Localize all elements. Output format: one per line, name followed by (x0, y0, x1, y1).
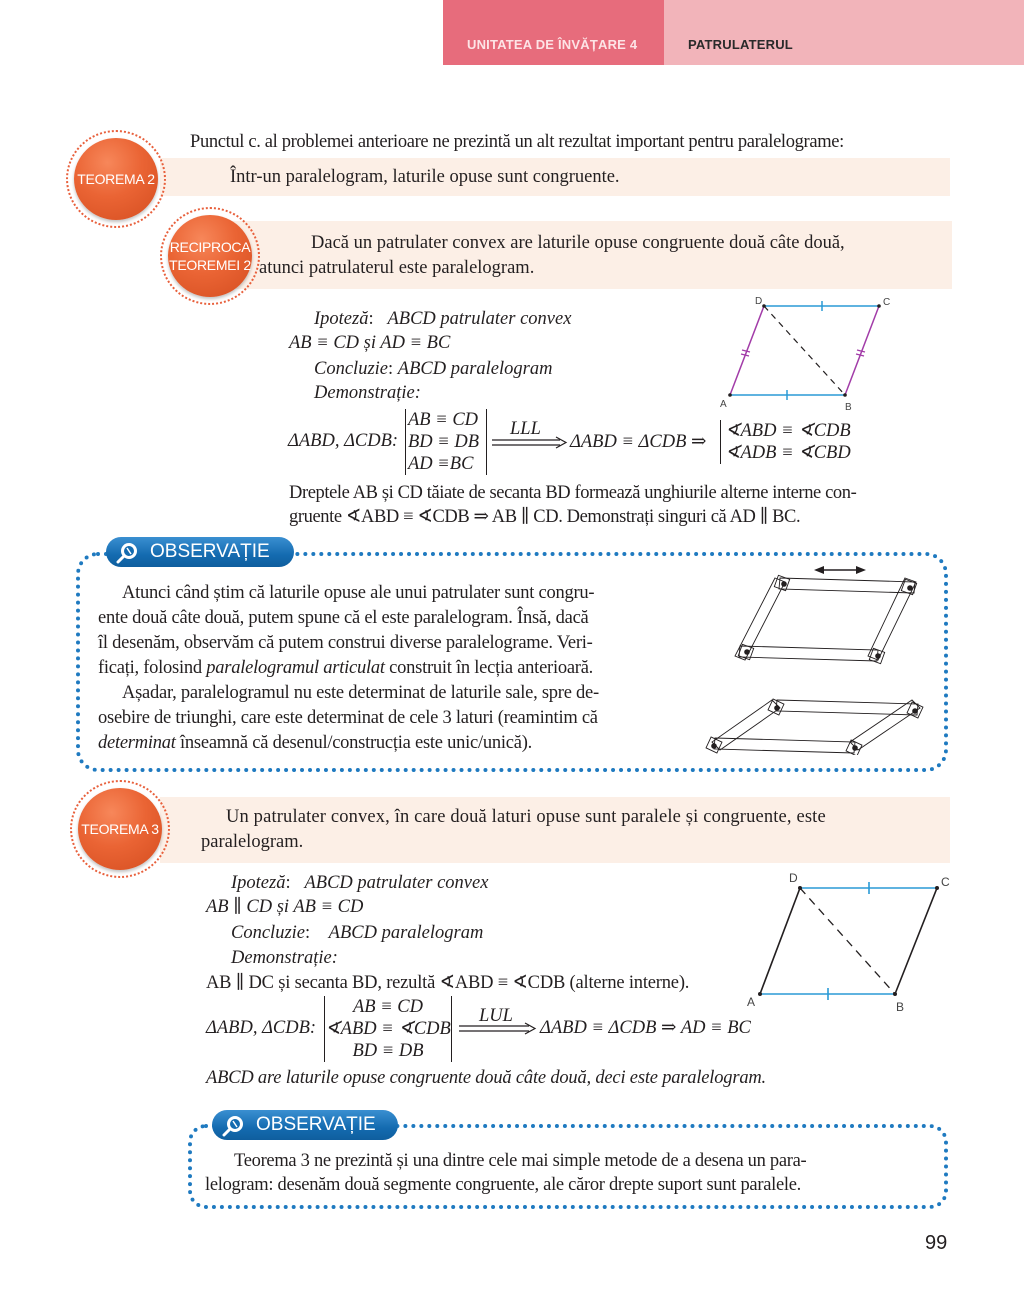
theorem3-hypothesis: Ipoteză: ABCD patrulater convex (231, 873, 489, 893)
conclusion-label: Concluzie (314, 359, 388, 379)
header-unit: UNITATEA DE ÎNVĂȚARE 4 (467, 37, 638, 52)
theorem3-demo-label: Demonstrație: (231, 948, 338, 968)
vertex-b: B (896, 1000, 905, 1014)
vertex-a: A (720, 399, 727, 410)
observation1-line: Atunci când știm că laturile opuse ale unui patrulater sunt congru- (122, 583, 595, 603)
page-number: 99 (925, 1232, 948, 1254)
converse2-result: ΔABD ≡ ΔCDB ⇒ (570, 432, 707, 452)
theorem3-step1: AB ∥ DC și secanta BD, rezultă ∢ABD ≡ ∢CDB (alterne interne). (206, 973, 690, 993)
magnifier-icon (116, 540, 140, 564)
theorem3-parallelogram-figure (740, 868, 960, 1018)
theorem2-badge-label: TEOREMA 2 (77, 171, 155, 187)
theorem3-system (324, 996, 452, 1062)
vertex-b: B (845, 402, 852, 413)
converse2-system (405, 409, 487, 475)
observation1-line: ente două câte două, putem spune că el este paralelogram. Însă, dacă (98, 608, 589, 628)
theorem3-badge (70, 780, 170, 878)
intro-text: Punctul c. al problemei anterioare ne prezintă un alt rezultat important pentru paralelograme: (190, 132, 844, 152)
vertex-c: C (883, 297, 891, 308)
observation1-line: Așadar, paralelogramul nu este determinat de laturile sale, spre de- (122, 683, 599, 703)
theorem3-badge-label: TEOREMA 3 (81, 821, 159, 837)
converse2-triangles: ΔABD, ΔCDB: (288, 431, 399, 451)
theorem3-closing-text: ABCD are laturile opuse congruente două câte două, deci este paralelogram. (206, 1068, 766, 1088)
observation1-line: ficați, folosind paralelogramul articulat construit în lecția anterioară. (98, 658, 594, 678)
consequence-line: ∢ADB ≡ ∢CBD (725, 443, 851, 463)
hypothesis-label: Ipoteză (231, 873, 286, 893)
system-line: AD ≡BC (408, 454, 474, 474)
theorem3-statement-line2: paralelogram. (201, 832, 304, 852)
implies-arrow-icon (459, 1022, 537, 1036)
observation2-title (212, 1110, 398, 1140)
system-line: AB ≡ CD (408, 410, 479, 430)
theorem3-triangles: ΔABD, ΔCDB: (206, 1018, 317, 1038)
segment-ad (730, 306, 764, 395)
hypothesis-text: ABCD patrulater convex (304, 873, 489, 893)
converse2-badge (160, 207, 260, 305)
converse2-hypothesis-condition: AB ≡ CD și AD ≡ BC (289, 333, 451, 353)
converse2-closing-line2: gruente ∢ABD ≡ ∢CDB ⇒ AB ∥ CD. Demonstrați singuri că AD ∥ BC. (289, 507, 801, 527)
segment-bc (845, 306, 879, 395)
converse2-demo-label: Demonstrație: (314, 383, 421, 403)
observation1-text (98, 581, 692, 756)
segment-ad (760, 888, 800, 994)
converse2-statement-line1: Dacă un patrulater convex are laturile opuse congruente două câte două, (311, 233, 845, 253)
diagonal-bd (800, 888, 895, 994)
system-line: AB ≡ CD (352, 997, 424, 1017)
articulated-frame-upright (735, 575, 917, 663)
converse2-statement-line2: atunci patrulaterul este paralelogram. (259, 258, 535, 278)
observation1-line: determinat înseamnă că desenul/construcția este unic/unică). (98, 733, 532, 753)
theorem3-closing (206, 1066, 766, 1091)
converse2-parallelogram-figure (715, 295, 895, 415)
observation2-title-text: OBSERVAȚIE (256, 1114, 376, 1135)
conclusion-label: Concluzie (231, 923, 305, 943)
converse2-criterion: LLL (510, 419, 541, 439)
vertex-d: D (755, 296, 763, 307)
system-line: BD ≡ DB (352, 1041, 424, 1061)
observation2-line1: Teorema 3 ne prezintă și una dintre cele mai simple metode de a desena un para- (234, 1151, 807, 1171)
header-unit-band (443, 0, 664, 65)
articulated-parallelogram-term: paralelogramul articulat (206, 658, 385, 678)
articulated-parallelogram-figure (700, 560, 930, 755)
conclusion-text: ABCD paralelogram (397, 359, 553, 379)
converse2-hypothesis: Ipoteză: ABCD patrulater convex (314, 309, 572, 329)
theorem3-hypothesis-condition: AB ∥ CD și AB ≡ CD (206, 897, 364, 917)
theorem2-badge (66, 130, 166, 228)
converse2-badge-line2: TEOREMEI 2 (169, 257, 251, 273)
converse2-badge-line1: RECIPROCA (169, 239, 251, 255)
theorem3-statement-line1: Un patrulater convex, în care două laturi opuse sunt paralele și congruente, este (226, 807, 826, 827)
articulated-frame-flattened (706, 699, 923, 755)
hypothesis-label: Ipoteză (314, 309, 369, 329)
vertex-c: C (941, 875, 950, 889)
segment-bc (895, 888, 937, 994)
theorem3-conclusion: Concluzie: ABCD paralelogram (231, 923, 484, 943)
observation2-line2: lelogram: desenăm două segmente congruente, ale căror drepte suport sunt paralele. (205, 1175, 801, 1195)
observation1-title-text: OBSERVAȚIE (150, 541, 270, 562)
observation1-line: îl desenăm, observăm că putem construi diverse paralelograme. Veri- (98, 633, 593, 653)
consequence-line: ∢ABD ≡ ∢CDB (725, 421, 851, 441)
observation1-title (106, 537, 294, 567)
header-chapter: PATRULATERUL (688, 37, 793, 52)
converse2-closing-line1: Dreptele AB și CD tăiate de secanta BD formează unghiurile alterne interne con- (289, 483, 857, 503)
observation1-line: osebire de triunghi, care este determinat de cele 3 laturi (reamintim că (98, 708, 598, 728)
header-chapter-band (664, 0, 1024, 65)
vertex-d: D (789, 871, 798, 885)
converse2-consequences (720, 420, 851, 464)
conclusion-text: ABCD paralelogram (328, 923, 484, 943)
implies-arrow-icon (492, 436, 568, 450)
theorem3-criterion: LUL (479, 1006, 513, 1026)
double-arrow-icon (814, 566, 866, 574)
system-line: BD ≡ DB (408, 432, 480, 452)
theorem2-statement: Într-un paralelogram, laturile opuse sunt congruente. (230, 167, 620, 187)
vertex-a: A (747, 995, 756, 1009)
hypothesis-text: ABCD patrulater convex (387, 309, 572, 329)
theorem3-result: ΔABD ≡ ΔCDB ⇒ AD ≡ BC (540, 1018, 751, 1038)
magnifier-icon (222, 1113, 246, 1137)
system-line: ∢ABD ≡ ∢CDB (325, 1019, 451, 1039)
converse2-conclusion: Concluzie: ABCD paralelogram (314, 359, 553, 379)
diagonal-bd (764, 306, 845, 395)
